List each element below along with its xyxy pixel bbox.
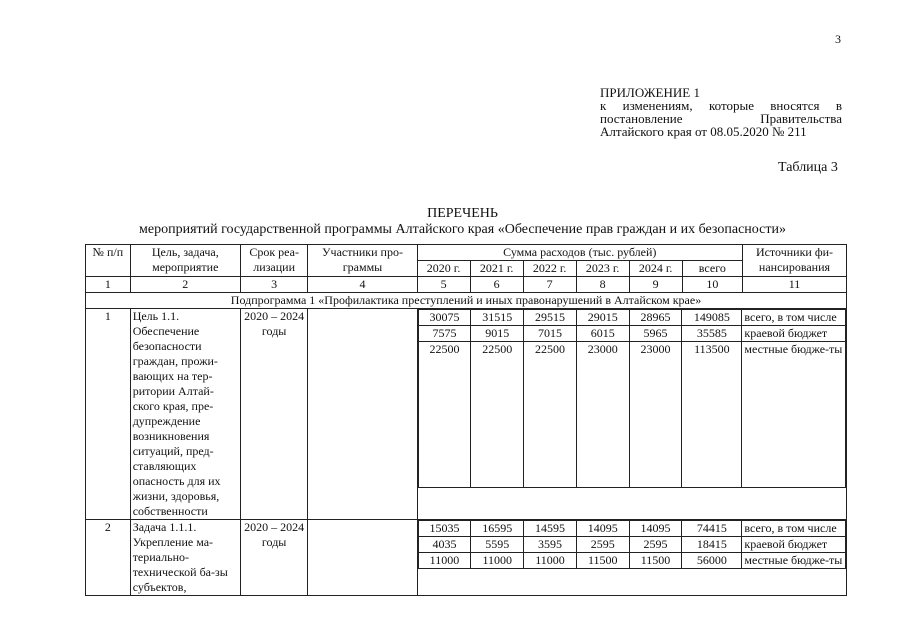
annex-word: вносятся [770, 98, 820, 113]
funding-total: 149085 [682, 310, 742, 326]
funding-value: 15035 [418, 521, 471, 537]
header-total: всего [682, 261, 742, 277]
annex-block [600, 86, 842, 138]
row-funding [417, 520, 846, 596]
row-term: 2020 – 2024 годы [240, 520, 308, 596]
funding-value: 23000 [629, 342, 682, 488]
funding-value: 23000 [576, 342, 629, 488]
header-num: № п/п [86, 245, 131, 277]
title-line-2: мероприятий государственной программы Алтайского края «Обеспечение прав граждан и их безопасности» [139, 222, 786, 237]
funding-subtable [418, 520, 846, 569]
column-numbers-row [86, 277, 847, 293]
funding-subtable [418, 309, 846, 488]
title-line-1: ПЕРЕЧЕНЬ [427, 206, 498, 221]
funding-source: всего, в том числе [742, 310, 846, 326]
funding-source: всего, в том числе [742, 521, 846, 537]
funding-value: 4035 [418, 537, 471, 553]
funding-value: 22500 [418, 342, 471, 488]
funding-value: 30075 [418, 310, 471, 326]
funding-total: 113500 [682, 342, 742, 488]
funding-row [418, 553, 845, 569]
header-year: 2022 г. [523, 261, 576, 277]
header-year: 2024 г. [629, 261, 682, 277]
funding-total: 35585 [682, 326, 742, 342]
funding-source: местные бюдже-ты [742, 553, 846, 569]
col-number: 9 [629, 277, 682, 293]
funding-value: 14095 [576, 521, 629, 537]
funding-value: 31515 [471, 310, 524, 326]
col-number: 5 [417, 277, 470, 293]
funding-value: 3595 [524, 537, 577, 553]
col-number: 2 [130, 277, 240, 293]
funding-value: 22500 [524, 342, 577, 488]
col-number: 4 [308, 277, 417, 293]
annex-word: в [835, 98, 842, 113]
document-title [90, 206, 835, 238]
funding-value: 2595 [576, 537, 629, 553]
funding-value: 11500 [576, 553, 629, 569]
funding-value: 11000 [471, 553, 524, 569]
funding-value: 5965 [629, 326, 682, 342]
funding-total: 18415 [682, 537, 742, 553]
funding-value: 29015 [576, 310, 629, 326]
header-row-1 [86, 245, 847, 261]
col-number: 6 [470, 277, 523, 293]
funding-value: 11000 [418, 553, 471, 569]
funding-total: 74415 [682, 521, 742, 537]
annex-word: постановление [600, 111, 683, 126]
row-num: 1 [86, 309, 131, 520]
row-term: 2020 – 2024 годы [240, 309, 308, 520]
funding-source: краевой бюджет [742, 537, 846, 553]
header-year: 2020 г. [417, 261, 470, 277]
header-term: Срок реа-лизации [240, 245, 308, 277]
table-row [86, 520, 847, 596]
annex-word: которые [708, 98, 754, 113]
header-sources: Источники фи-нансирования [742, 245, 846, 277]
header-goal: Цель, задача, мероприятие [130, 245, 240, 277]
row-num: 2 [86, 520, 131, 596]
funding-value: 11500 [629, 553, 682, 569]
funding-row [418, 537, 845, 553]
row-goal: Задача 1.1.1. Укрепление ма-териально-технической ба-зы субъектов, [130, 520, 240, 596]
funding-value: 7015 [524, 326, 577, 342]
funding-row [418, 326, 845, 342]
row-participants [308, 520, 417, 596]
row-funding [417, 309, 846, 520]
funding-value: 22500 [471, 342, 524, 488]
row-goal: Цель 1.1. Обеспечение безопасности граждан, прожи-вающих на тер-ритории Алтай-ского края, пре-дупреждение возникновения ситуаций, пред-ставляющих опасность для их жизни, здоровья, собственности [130, 309, 240, 520]
annex-word: изменениям, [622, 98, 693, 113]
funding-value: 14095 [629, 521, 682, 537]
funding-value: 16595 [471, 521, 524, 537]
funding-value: 11000 [524, 553, 577, 569]
header-year: 2023 г. [576, 261, 629, 277]
subprogram-title: Подпрограмма 1 «Профилактика преступлений и иных правонарушений в Алтайском крае» [86, 293, 847, 309]
header-year: 2021 г. [470, 261, 523, 277]
header-participants: Участники про-граммы [308, 245, 417, 277]
funding-value: 14595 [524, 521, 577, 537]
measures-table [85, 244, 847, 596]
annex-line-3: Алтайского края от 08.05.2020 № 211 [600, 124, 807, 139]
subprogram-row [86, 293, 847, 309]
funding-value: 2595 [629, 537, 682, 553]
funding-source: краевой бюджет [742, 326, 846, 342]
funding-row [418, 521, 845, 537]
col-number: 1 [86, 277, 131, 293]
col-number: 8 [576, 277, 629, 293]
funding-source: местные бюдже-ты [742, 342, 846, 488]
funding-row [418, 310, 845, 326]
funding-value: 29515 [524, 310, 577, 326]
annex-word: к [600, 98, 607, 113]
table-label: Таблица 3 [778, 160, 838, 175]
table-row [86, 309, 847, 520]
page-number: 3 [835, 32, 841, 46]
funding-value: 6015 [576, 326, 629, 342]
col-number: 11 [742, 277, 846, 293]
col-number: 7 [523, 277, 576, 293]
row-participants [308, 309, 417, 520]
annex-word: Правительства [760, 111, 842, 126]
funding-row [418, 342, 845, 488]
annex-title: ПРИЛОЖЕНИЕ 1 [600, 85, 700, 100]
header-expenses: Сумма расходов (тыс. рублей) [417, 245, 742, 261]
funding-value: 9015 [471, 326, 524, 342]
funding-total: 56000 [682, 553, 742, 569]
funding-value: 7575 [418, 326, 471, 342]
col-number: 3 [240, 277, 308, 293]
col-number: 10 [682, 277, 742, 293]
funding-value: 5595 [471, 537, 524, 553]
funding-value: 28965 [629, 310, 682, 326]
